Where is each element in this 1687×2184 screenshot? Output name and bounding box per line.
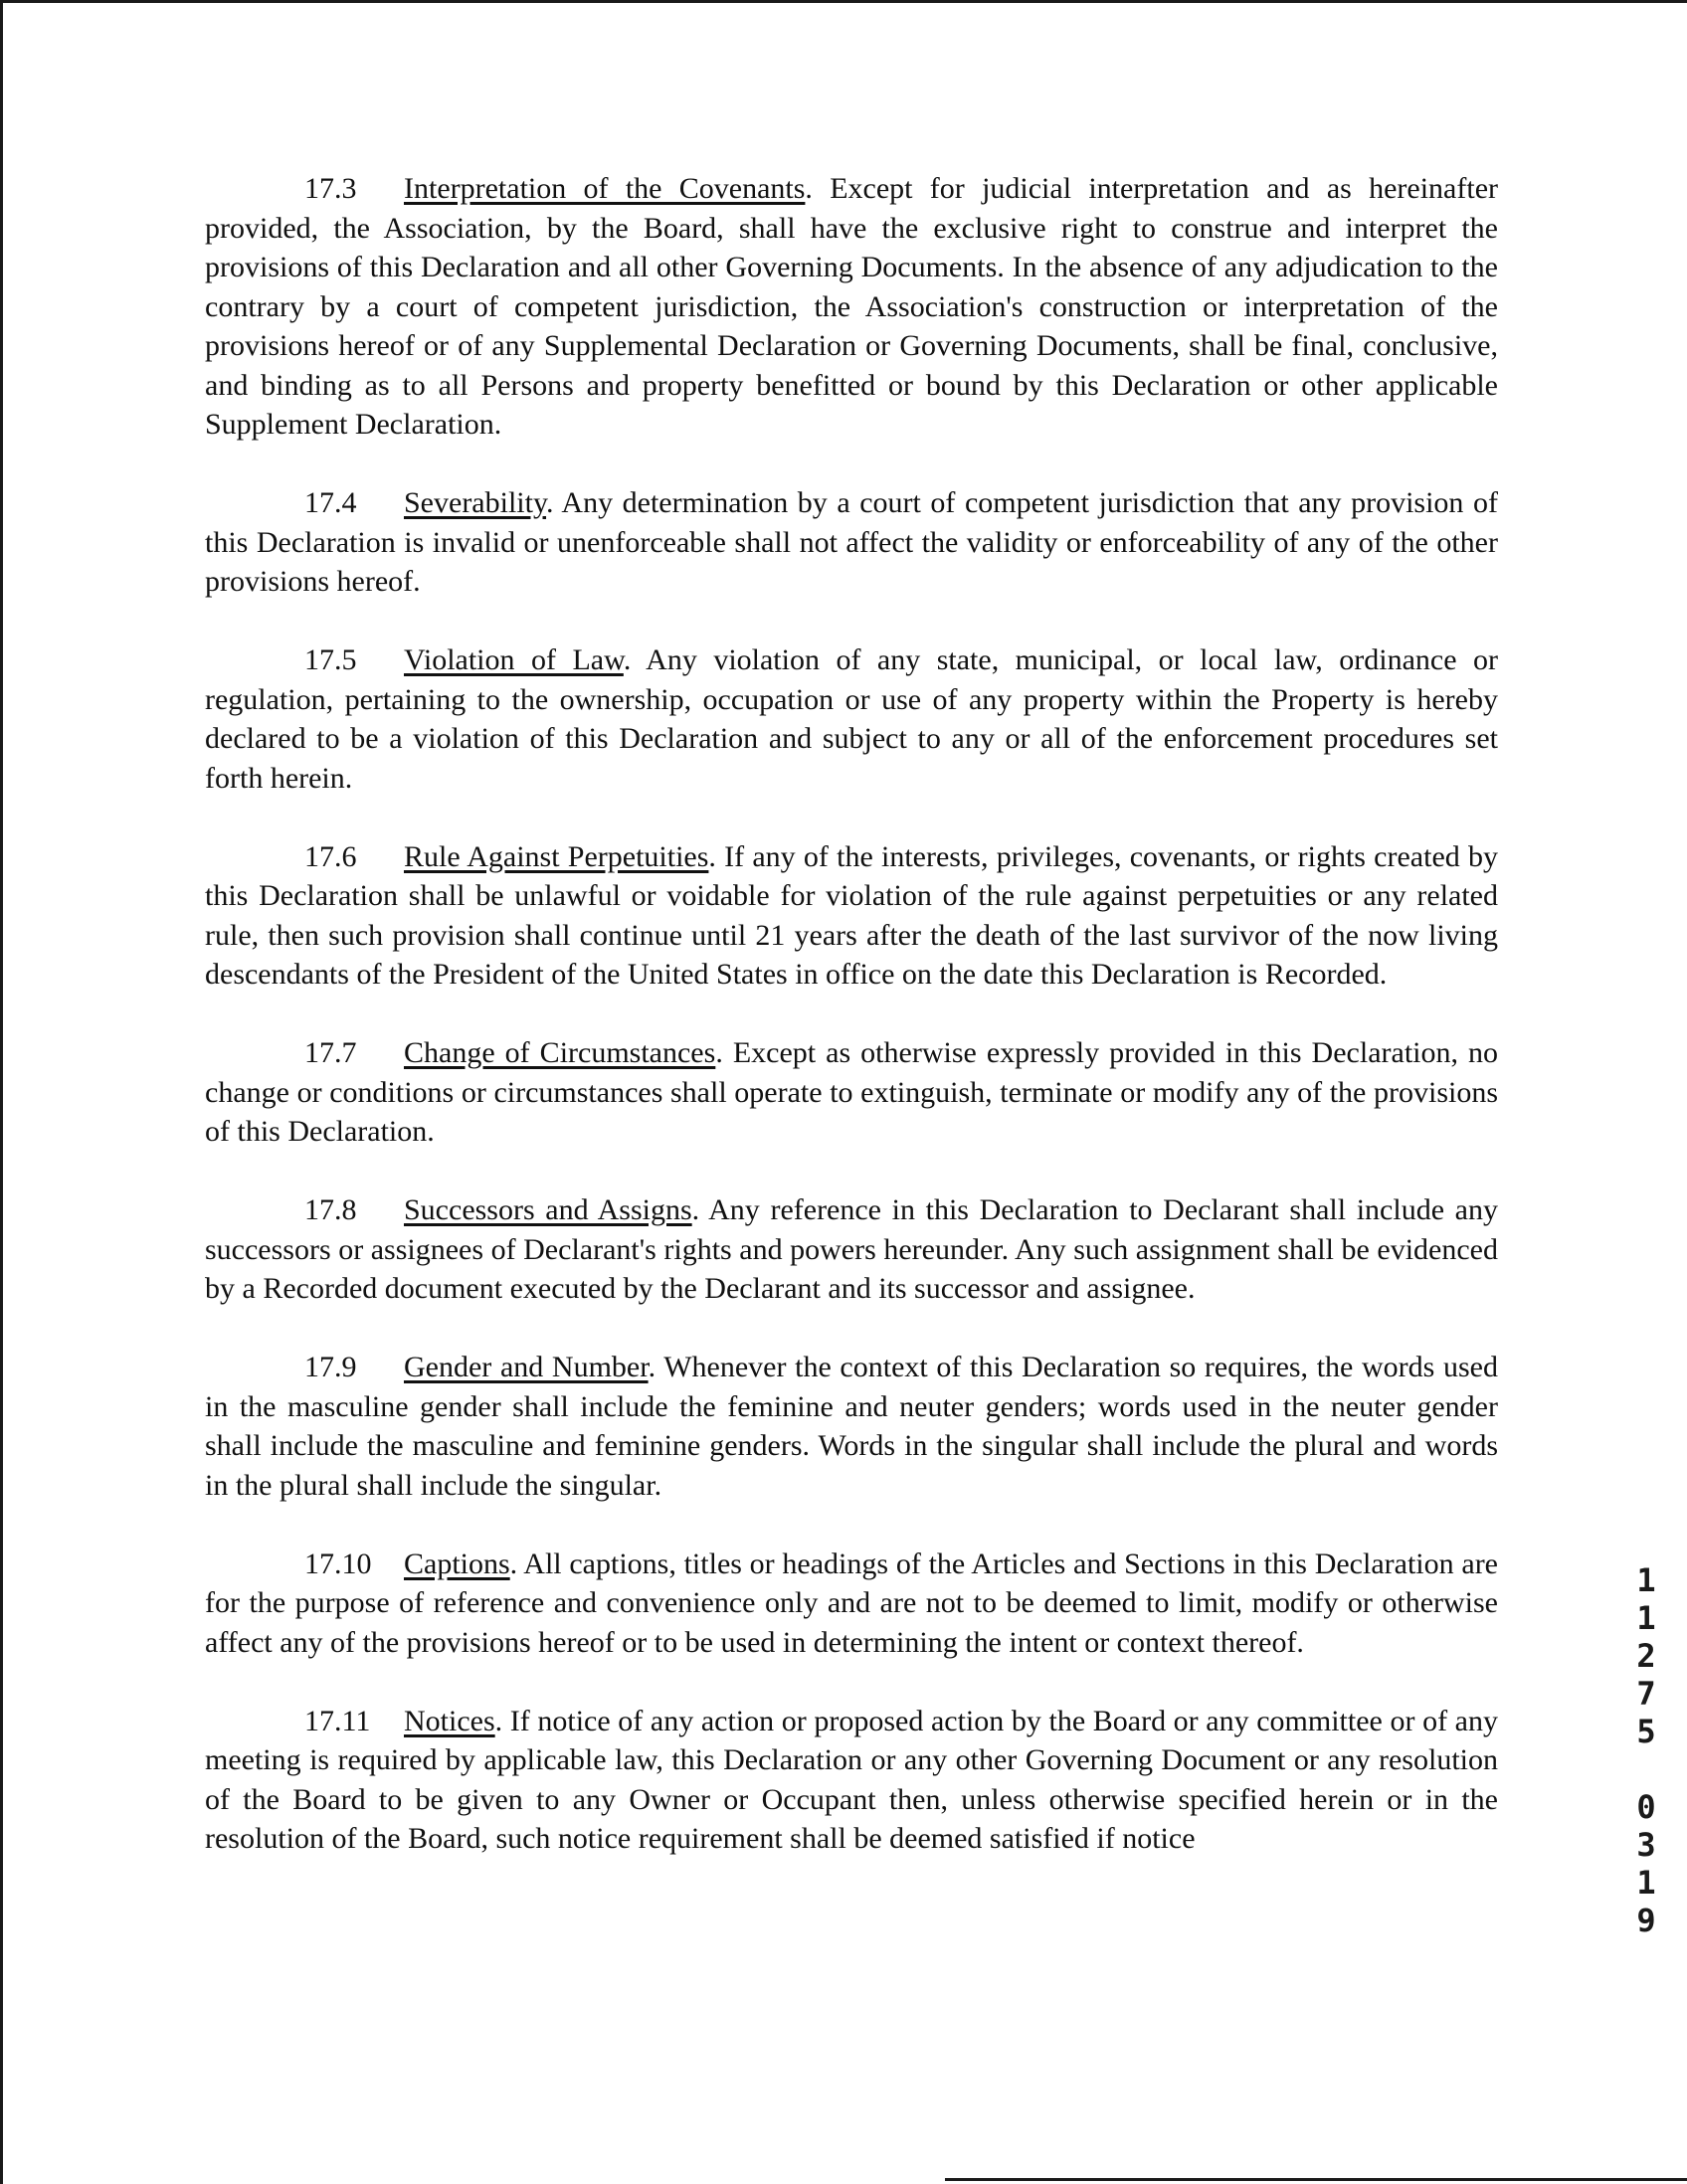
section-number: 17.4 bbox=[304, 486, 357, 519]
section-text: If notice of any action or proposed action by the Board or any committee or of any meeting is required by applicable law, this Declaration or any other Governing Document or any resolution of the Board to be given to any Owner or Occupant then, unless otherwise specified herein or in the resolution of the Board, such notice requirement shall be deemed satisfied if notice bbox=[205, 1704, 1498, 1855]
section-title: Change of Circumstances bbox=[404, 1036, 716, 1069]
section-title: Captions bbox=[404, 1547, 510, 1580]
section-17-11: 17.11 Notices. If notice of any action or proposed action by the Board or any committee or of any meeting is required by applicable law, this Declaration or any other Governing Document or any resolution of the Board to be given to any Owner or Occupant then, unless otherwise specified herein or in the resolution of the Board, such notice requirement shall be deemed satisfied if notice bbox=[205, 1702, 1498, 1859]
stamp-digit: 1 bbox=[1636, 1864, 1656, 1902]
page-border-bottom bbox=[945, 2178, 1687, 2181]
stamp-digit: 1 bbox=[1636, 1561, 1656, 1599]
page-border-top bbox=[0, 0, 1687, 3]
section-number: 17.7 bbox=[304, 1036, 357, 1069]
section-number: 17.3 bbox=[304, 172, 357, 205]
section-number: 17.10 bbox=[304, 1547, 372, 1580]
stamp-digit: 1 bbox=[1636, 1599, 1656, 1637]
section-title: Rule Against Perpetuities bbox=[404, 839, 709, 873]
stamp-digit: 0 bbox=[1636, 1788, 1656, 1826]
stamp-digit: 2 bbox=[1636, 1637, 1656, 1675]
section-number: 17.8 bbox=[304, 1193, 357, 1226]
section-text: Except for judicial interpretation and as hereinafter provided, the Association, by the Board, shall have the exclusive right to construe and interpret the provisions of this Declaration and all other Governing Documents. In the absence of any adjudication to the contrary by a court of competent jurisdiction, the Association's construction or interpretation of the provisions hereof or of any Supplemental Declaration or Governing Documents, shall be final, conclusive, and binding as to all Persons and property benefitted or bound by this Declaration or other applicable Supplement Declaration. bbox=[205, 172, 1498, 441]
section-title: Successors and Assigns bbox=[404, 1193, 692, 1226]
section-text: Except as otherwise expressly provided in this Declaration, no change or conditions or circumstances shall operate to extinguish, terminate or modify any of the provisions of this Declaration. bbox=[205, 1036, 1499, 1148]
section-number: 17.11 bbox=[304, 1704, 371, 1737]
stamp-digit: 5 bbox=[1636, 1713, 1656, 1750]
section-title: Interpretation of the Covenants bbox=[404, 172, 806, 205]
section-number: 17.6 bbox=[304, 839, 357, 873]
section-text: If any of the interests, privileges, covenants, or rights created by this Declaration shall be unlawful or voidable for violation of the rule against perpetuities or any related rule, then such provision shall continue until 21 years after the death of the last survivor of the now living descendants of the President of the United States in office on the date this Declaration is Recorded. bbox=[205, 839, 1498, 991]
section-17-7: 17.7 Change of Circumstances. Except as otherwise expressly provided in this Declaration, no change or conditions or circumstances shall operate to extinguish, terminate or modify any of the provisions of this Declaration. bbox=[205, 1033, 1498, 1152]
stamp-gap bbox=[1631, 1750, 1661, 1788]
section-text: Whenever the context of this Declaration so requires, the words used in the masculine gender shall include the feminine and neuter genders; words used in the neuter gender shall include the masculine and feminine genders. Words in the singular shall include the plural and words in the plural shall include the singular. bbox=[205, 1351, 1498, 1502]
section-17-9: 17.9 Gender and Number. Whenever the context of this Declaration so requires, the words used in the masculine gender shall include the feminine and neuter genders; words used in the neuter gender shall include the masculine and feminine genders. Words in the singular shall include the plural and words in the plural shall include the singular. bbox=[205, 1348, 1498, 1505]
section-text: All captions, titles or headings of the Articles and Sections in this Declaration are for the purpose of reference and convenience only and are not to be deemed to limit, modify or otherwise affect any of the provisions hereof or to be used in determining the intent or context thereof. bbox=[205, 1547, 1498, 1659]
section-text: Any determination by a court of competent jurisdiction that any provision of this Declaration is invalid or unenforceable shall not affect the validity or enforceability of any of the other provisions hereof. bbox=[205, 486, 1498, 598]
section-17-4: 17.4 Severability. Any determination by a court of competent jurisdiction that any provision of this Declaration is invalid or unenforceable shall not affect the validity or enforceability of any of the other provisions hereof. bbox=[205, 483, 1498, 602]
stamp-digit: 3 bbox=[1636, 1826, 1656, 1864]
section-17-6: 17.6 Rule Against Perpetuities. If any of the interests, privileges, covenants, or rights created by this Declaration shall be unlawful or voidable for violation of the rule against perpetuities or any related rule, then such provision shall continue until 21 years after the death of the last survivor of the now living descendants of the President of the United States in office on the date this Declaration is Recorded. bbox=[205, 837, 1498, 995]
document-body bbox=[205, 169, 1498, 1898]
page-border-left bbox=[0, 0, 3, 2184]
section-title: Severability bbox=[404, 486, 547, 519]
section-title: Violation of Law bbox=[404, 643, 624, 676]
section-17-10: 17.10 Captions. All captions, titles or headings of the Articles and Sections in this Declaration are for the purpose of reference and convenience only and are not to be deemed to limit, modify or otherwise affect any of the provisions hereof or to be used in determining the intent or context thereof. bbox=[205, 1545, 1498, 1663]
section-title: Gender and Number bbox=[404, 1351, 649, 1383]
stamp-digit: 9 bbox=[1636, 1902, 1656, 1939]
section-17-3: 17.3 Interpretation of the Covenants. Except for judicial interpretation and as hereinafter provided, the Association, by the Board, shall have the exclusive right to construe and interpret the provisions of this Declaration and all other Governing Documents. In the absence of any adjudication to the contrary by a court of competent jurisdiction, the Association's construction or interpretation of the provisions hereof or of any Supplemental Declaration or Governing Documents, shall be final, conclusive, and binding as to all Persons and property benefitted or bound by this Declaration or other applicable Supplement Declaration. bbox=[205, 169, 1498, 445]
recording-stamp-number bbox=[1631, 1561, 1661, 1939]
section-text: Any violation of any state, municipal, or local law, ordinance or regulation, pertaining to the ownership, occupation or use of any property within the Property is hereby declared to be a violation of this Declaration and subject to any or all of the enforcement procedures set forth herein. bbox=[205, 643, 1498, 795]
section-title: Notices bbox=[404, 1704, 495, 1737]
section-number: 17.9 bbox=[304, 1351, 357, 1383]
stamp-digit: 7 bbox=[1636, 1675, 1656, 1713]
section-text: Any reference in this Declaration to Declarant shall include any successors or assignees of Declarant's rights and powers hereunder. Any such assignment shall be evidenced by a Recorded document executed by the Declarant and its successor and assignee. bbox=[205, 1193, 1498, 1305]
section-17-8: 17.8 Successors and Assigns. Any reference in this Declaration to Declarant shall include any successors or assignees of Declarant's rights and powers hereunder. Any such assignment shall be evidenced by a Recorded document executed by the Declarant and its successor and assignee. bbox=[205, 1190, 1498, 1309]
section-17-5: 17.5 Violation of Law. Any violation of any state, municipal, or local law, ordinance or regulation, pertaining to the ownership, occupation or use of any property within the Property is hereby declared to be a violation of this Declaration and subject to any or all of the enforcement procedures set forth herein. bbox=[205, 640, 1498, 798]
section-number: 17.5 bbox=[304, 643, 357, 676]
